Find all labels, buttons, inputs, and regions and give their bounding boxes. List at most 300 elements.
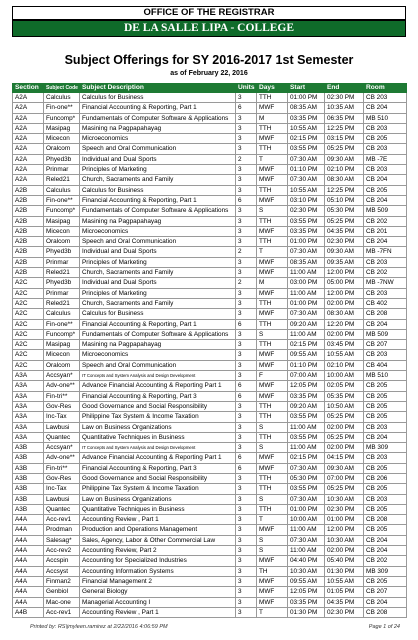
- cell-description: Financial Accounting & Reporting, Part 3: [80, 391, 236, 401]
- cell-end-time: 03:45 PM: [325, 340, 364, 350]
- cell-units: 3: [236, 494, 257, 504]
- cell-end-time: 12:20 PM: [325, 319, 364, 329]
- table-row: [13, 329, 407, 339]
- cell-days: TTH: [257, 401, 288, 411]
- table-row: [13, 576, 407, 586]
- cell-start-time: 03:55 PM: [288, 484, 325, 494]
- cell-subject-code: Micecon: [44, 350, 80, 360]
- cell-units: 3: [236, 607, 257, 617]
- cell-days: MWF: [257, 381, 288, 391]
- table-row: [13, 144, 407, 154]
- cell-description: Accounting Review , Part 1: [80, 515, 236, 525]
- cell-days: TTH: [257, 412, 288, 422]
- cell-section: A2A: [13, 144, 44, 154]
- cell-description: Fundamentals of Computer Software & Applications: [80, 113, 236, 123]
- cell-days: S: [257, 443, 288, 453]
- cell-days: S: [257, 206, 288, 216]
- cell-description: Church, Sacraments and Family: [80, 298, 236, 308]
- cell-end-time: 06:35 PM: [325, 113, 364, 123]
- cell-subject-code: Adv-one**: [44, 381, 80, 391]
- cell-subject-code: Genbiol: [44, 587, 80, 597]
- cell-start-time: 01:00 PM: [288, 93, 325, 103]
- cell-start-time: 02:15 PM: [288, 453, 325, 463]
- cell-subject-code: Fin-one**: [44, 195, 80, 205]
- cell-subject-code: Fin-one**: [44, 103, 80, 113]
- column-header-subject-code: Subject Code: [44, 84, 80, 93]
- cell-start-time: 07:30 AM: [288, 175, 325, 185]
- cell-end-time: 02:00 PM: [325, 546, 364, 556]
- cell-section: A2B: [13, 257, 44, 267]
- column-header-end: End: [325, 84, 364, 93]
- cell-description: Calculus for Business: [80, 185, 236, 195]
- cell-room: CB 207: [364, 587, 407, 597]
- cell-description: Law on Business Organizations: [80, 494, 236, 504]
- cell-start-time: 05:30 PM: [288, 473, 325, 483]
- cell-start-time: 07:30 AM: [288, 535, 325, 545]
- cell-description: Masining na Pagpapahayag: [80, 123, 236, 133]
- cell-room: CB 203: [364, 350, 407, 360]
- cell-units: 3: [236, 566, 257, 576]
- cell-room: CB 204: [364, 432, 407, 442]
- cell-room: CB 203: [364, 288, 407, 298]
- cell-end-time: 09:30 AM: [325, 463, 364, 473]
- cell-subject-code: Prinmar: [44, 257, 80, 267]
- cell-section: A4B: [13, 607, 44, 617]
- cell-description: IT Concepts and System Analysis and Design Development: [80, 443, 236, 453]
- table-row: [13, 422, 407, 432]
- cell-units: 3: [236, 237, 257, 247]
- cell-section: A2B: [13, 195, 44, 205]
- cell-units: 6: [236, 319, 257, 329]
- cell-end-time: 08:30 AM: [325, 175, 364, 185]
- cell-room: CB 202: [364, 556, 407, 566]
- cell-units: 3: [236, 350, 257, 360]
- cell-start-time: 11:00 AM: [288, 288, 325, 298]
- cell-units: 3: [236, 165, 257, 175]
- cell-subject-code: Calculus: [44, 185, 80, 195]
- cell-subject-code: Fin-one**: [44, 319, 80, 329]
- cell-start-time: 03:00 PM: [288, 278, 325, 288]
- cell-description: Good Governance and Social Responsibility: [80, 473, 236, 483]
- cell-description: Masining na Pagpapahayag: [80, 216, 236, 226]
- cell-section: A2C: [13, 319, 44, 329]
- cell-days: TTH: [257, 216, 288, 226]
- cell-description: Financial Accounting & Reporting, Part 1: [80, 103, 236, 113]
- cell-units: 3: [236, 257, 257, 267]
- cell-description: Accounting Review , Part 1: [80, 607, 236, 617]
- cell-start-time: 01:10 PM: [288, 360, 325, 370]
- table-row: [13, 247, 407, 257]
- cell-section: A3B: [13, 484, 44, 494]
- cell-room: CB 205: [364, 134, 407, 144]
- cell-end-time: 10:35 AM: [325, 103, 364, 113]
- cell-days: T: [257, 607, 288, 617]
- cell-subject-code: Oralcom: [44, 237, 80, 247]
- cell-days: T: [257, 247, 288, 257]
- cell-section: A2A: [13, 103, 44, 113]
- cell-end-time: 01:00 PM: [325, 515, 364, 525]
- table-row: [13, 226, 407, 236]
- cell-days: MWF: [257, 226, 288, 236]
- cell-days: MWF: [257, 268, 288, 278]
- cell-room: CB 204: [364, 319, 407, 329]
- cell-description: Advance Financial Accounting & Reporting Part 1: [80, 381, 236, 391]
- cell-end-time: 05:30 PM: [325, 206, 364, 216]
- table-row: [13, 597, 407, 607]
- table-row: [13, 268, 407, 278]
- cell-description: Individual and Dual Sports: [80, 247, 236, 257]
- table-row: [13, 484, 407, 494]
- cell-room: CB 402: [364, 298, 407, 308]
- cell-subject-code: Funcomp*: [44, 206, 80, 216]
- cell-section: A3A: [13, 401, 44, 411]
- cell-units: 3: [236, 134, 257, 144]
- cell-units: 3: [236, 144, 257, 154]
- column-header-description: Subject Description: [80, 84, 236, 93]
- cell-days: TTH: [257, 237, 288, 247]
- cell-units: 3: [236, 371, 257, 381]
- cell-start-time: 03:35 PM: [288, 597, 325, 607]
- cell-description: Principles of Marketing: [80, 257, 236, 267]
- cell-units: 3: [236, 443, 257, 453]
- table-row: [13, 535, 407, 545]
- cell-description: Speech and Oral Communication: [80, 144, 236, 154]
- cell-end-time: 01:05 PM: [325, 587, 364, 597]
- cell-description: Advance Financial Accounting & Reporting Part 1: [80, 453, 236, 463]
- cell-section: A2A: [13, 134, 44, 144]
- table-row: [13, 371, 407, 381]
- cell-days: M: [257, 113, 288, 123]
- cell-days: T: [257, 515, 288, 525]
- cell-start-time: 03:55 PM: [288, 144, 325, 154]
- cell-start-time: 03:35 PM: [288, 226, 325, 236]
- cell-room: CB 206: [364, 473, 407, 483]
- cell-subject-code: Fin-tri**: [44, 463, 80, 473]
- cell-room: CB 204: [364, 175, 407, 185]
- cell-end-time: 10:30 AM: [325, 494, 364, 504]
- cell-subject-code: Phyed3b: [44, 154, 80, 164]
- cell-start-time: 01:10 PM: [288, 165, 325, 175]
- cell-days: TTH: [257, 319, 288, 329]
- cell-units: 3: [236, 515, 257, 525]
- table-row: [13, 288, 407, 298]
- cell-days: MWF: [257, 463, 288, 473]
- cell-start-time: 03:35 PM: [288, 391, 325, 401]
- cell-subject-code: Gov-Res: [44, 401, 80, 411]
- cell-start-time: 09:20 AM: [288, 401, 325, 411]
- table-row: [13, 216, 407, 226]
- cell-description: Quantitative Techniques in Business: [80, 504, 236, 514]
- cell-subject-code: Accsyan*: [44, 371, 80, 381]
- cell-units: 3: [236, 576, 257, 586]
- cell-room: MB 309: [364, 443, 407, 453]
- cell-end-time: 04:35 PM: [325, 597, 364, 607]
- cell-subject-code: Acc-rev1: [44, 607, 80, 617]
- cell-subject-code: Phyed3b: [44, 278, 80, 288]
- cell-room: CB 205: [364, 463, 407, 473]
- cell-subject-code: Adv-one**: [44, 453, 80, 463]
- cell-start-time: 10:55 AM: [288, 185, 325, 195]
- cell-days: S: [257, 546, 288, 556]
- cell-description: Accounting Review, Part 2: [80, 546, 236, 556]
- cell-end-time: 12:25 PM: [325, 123, 364, 133]
- cell-description: Quantitative Techniques in Business: [80, 432, 236, 442]
- cell-description: Individual and Dual Sports: [80, 154, 236, 164]
- cell-days: S: [257, 422, 288, 432]
- cell-section: A3B: [13, 443, 44, 453]
- cell-section: A2B: [13, 247, 44, 257]
- cell-days: MWF: [257, 103, 288, 113]
- cell-subject-code: Oralcom: [44, 144, 80, 154]
- cell-days: TTH: [257, 93, 288, 103]
- cell-room: CB 203: [364, 494, 407, 504]
- cell-units: 3: [236, 401, 257, 411]
- cell-days: MWF: [257, 525, 288, 535]
- cell-description: Principles of Marketing: [80, 165, 236, 175]
- cell-room: MB -7NW: [364, 278, 407, 288]
- cell-subject-code: Funcomp*: [44, 329, 80, 339]
- cell-description: Calculus for Business: [80, 309, 236, 319]
- cell-room: MB -7E: [364, 154, 407, 164]
- cell-subject-code: Accsyan*: [44, 443, 80, 453]
- table-row: [13, 360, 407, 370]
- cell-room: CB 205: [364, 381, 407, 391]
- cell-start-time: 12:05 PM: [288, 381, 325, 391]
- cell-start-time: 02:15 PM: [288, 134, 325, 144]
- cell-end-time: 05:25 PM: [325, 216, 364, 226]
- cell-start-time: 01:00 PM: [288, 237, 325, 247]
- cell-units: 3: [236, 597, 257, 607]
- cell-subject-code: Funcomp*: [44, 113, 80, 123]
- cell-start-time: 07:00 AM: [288, 371, 325, 381]
- cell-end-time: 02:00 PM: [325, 329, 364, 339]
- table-row: [13, 566, 407, 576]
- cell-description: Microeconomics: [80, 350, 236, 360]
- cell-end-time: 12:00 PM: [325, 268, 364, 278]
- cell-days: TTH: [257, 432, 288, 442]
- cell-room: CB 204: [364, 535, 407, 545]
- cell-start-time: 07:30 AM: [288, 247, 325, 257]
- as-of-date: as of February 22, 2016: [170, 70, 248, 77]
- cell-room: MB 509: [364, 329, 407, 339]
- cell-subject-code: Quantec: [44, 432, 80, 442]
- cell-start-time: 09:55 AM: [288, 350, 325, 360]
- cell-subject-code: Calculus: [44, 93, 80, 103]
- cell-subject-code: Reled21: [44, 298, 80, 308]
- cell-room: MB 309: [364, 566, 407, 576]
- table-row: [13, 401, 407, 411]
- cell-room: CB 203: [364, 144, 407, 154]
- cell-end-time: 10:55 AM: [325, 576, 364, 586]
- cell-units: 3: [236, 288, 257, 298]
- cell-start-time: 11:00 AM: [288, 268, 325, 278]
- cell-end-time: 12:00 PM: [325, 288, 364, 298]
- cell-start-time: 03:10 PM: [288, 195, 325, 205]
- cell-units: 3: [236, 206, 257, 216]
- cell-description: Managerial Accounting I: [80, 597, 236, 607]
- table-row: [13, 494, 407, 504]
- cell-section: A3A: [13, 391, 44, 401]
- cell-days: MWF: [257, 587, 288, 597]
- cell-subject-code: Acc-rev2: [44, 546, 80, 556]
- cell-days: MWF: [257, 597, 288, 607]
- cell-room: CB 202: [364, 216, 407, 226]
- cell-section: A2A: [13, 93, 44, 103]
- table-row: [13, 381, 407, 391]
- table-row: [13, 134, 407, 144]
- cell-room: MB -7FN: [364, 247, 407, 257]
- cell-end-time: 05:40 PM: [325, 556, 364, 566]
- cell-units: 6: [236, 381, 257, 391]
- cell-room: MB 510: [364, 113, 407, 123]
- cell-subject-code: Salesag*: [44, 535, 80, 545]
- cell-end-time: 02:30 PM: [325, 607, 364, 617]
- printed-by: Printed by: RS\jmyleen.ramirez at 2/22/2016 4:06:59 PM: [30, 624, 168, 630]
- cell-days: MWF: [257, 309, 288, 319]
- cell-days: S: [257, 494, 288, 504]
- cell-subject-code: Fin-tri**: [44, 391, 80, 401]
- cell-subject-code: Acc-rev1: [44, 515, 80, 525]
- table-row: [13, 587, 407, 597]
- cell-section: A2C: [13, 309, 44, 319]
- cell-description: Financial Accounting & Reporting, Part 3: [80, 463, 236, 473]
- cell-description: Law on Business Organizations: [80, 422, 236, 432]
- footer: [30, 624, 400, 630]
- cell-room: CB 205: [364, 391, 407, 401]
- cell-units: 3: [236, 185, 257, 195]
- table-row: [13, 473, 407, 483]
- table-row: [13, 443, 407, 453]
- table-row: [13, 237, 407, 247]
- cell-days: MWF: [257, 360, 288, 370]
- cell-subject-code: Reled21: [44, 175, 80, 185]
- cell-subject-code: Quantec: [44, 504, 80, 514]
- subject-offerings-table: [12, 83, 407, 618]
- cell-end-time: 05:00 PM: [325, 278, 364, 288]
- cell-units: 6: [236, 463, 257, 473]
- cell-subject-code: Mac-one: [44, 597, 80, 607]
- cell-units: 3: [236, 298, 257, 308]
- table-row: [13, 93, 407, 103]
- cell-start-time: 11:00 AM: [288, 546, 325, 556]
- cell-section: A3B: [13, 463, 44, 473]
- cell-end-time: 05:35 PM: [325, 391, 364, 401]
- cell-description: Microeconomics: [80, 226, 236, 236]
- table-row: [13, 453, 407, 463]
- cell-room: CB 208: [364, 515, 407, 525]
- cell-end-time: 04:35 PM: [325, 226, 364, 236]
- cell-section: A2B: [13, 216, 44, 226]
- cell-room: CB 201: [364, 226, 407, 236]
- cell-section: A3A: [13, 422, 44, 432]
- cell-end-time: 12:25 PM: [325, 185, 364, 195]
- cell-start-time: 03:35 PM: [288, 113, 325, 123]
- table-row: [13, 298, 407, 308]
- cell-description: Accounting Information Systems: [80, 566, 236, 576]
- cell-days: TH: [257, 566, 288, 576]
- cell-room: CB 202: [364, 268, 407, 278]
- table-row: [13, 546, 407, 556]
- cell-end-time: 10:50 AM: [325, 401, 364, 411]
- cell-start-time: 11:00 AM: [288, 443, 325, 453]
- cell-subject-code: Accsyst: [44, 566, 80, 576]
- cell-description: Individual and Dual Sports: [80, 278, 236, 288]
- table-row: [13, 607, 407, 617]
- cell-section: A3B: [13, 453, 44, 463]
- cell-units: 6: [236, 391, 257, 401]
- cell-room: CB 203: [364, 165, 407, 175]
- table-row: [13, 206, 407, 216]
- column-header-days: Days: [257, 84, 288, 93]
- table-row: [13, 340, 407, 350]
- cell-days: TTH: [257, 473, 288, 483]
- table-row: [13, 195, 407, 205]
- cell-section: A2B: [13, 206, 44, 216]
- cell-description: Financial Accounting & Reporting, Part 1: [80, 319, 236, 329]
- cell-description: Speech and Oral Communication: [80, 360, 236, 370]
- cell-end-time: 02:10 PM: [325, 360, 364, 370]
- cell-section: A2B: [13, 268, 44, 278]
- cell-section: A2C: [13, 329, 44, 339]
- cell-description: Production and Operations Management: [80, 525, 236, 535]
- cell-start-time: 11:00 AM: [288, 329, 325, 339]
- cell-end-time: 10:00 AM: [325, 371, 364, 381]
- cell-units: 3: [236, 309, 257, 319]
- cell-end-time: 02:30 PM: [325, 93, 364, 103]
- cell-days: TTH: [257, 144, 288, 154]
- table-row: [13, 103, 407, 113]
- cell-description: IT Concepts and System Analysis and Design Development: [80, 371, 236, 381]
- cell-end-time: 08:30 AM: [325, 309, 364, 319]
- table-row: [13, 432, 407, 442]
- cell-start-time: 03:55 PM: [288, 412, 325, 422]
- school-header: DE LA SALLE LIPA - COLLEGE: [12, 20, 406, 37]
- cell-room: CB 204: [364, 546, 407, 556]
- cell-units: 3: [236, 226, 257, 236]
- cell-days: MWF: [257, 195, 288, 205]
- cell-units: 3: [236, 123, 257, 133]
- cell-start-time: 09:55 AM: [288, 576, 325, 586]
- cell-section: A2B: [13, 226, 44, 236]
- table-row: [13, 257, 407, 267]
- cell-days: T: [257, 154, 288, 164]
- cell-units: 2: [236, 278, 257, 288]
- cell-units: 3: [236, 175, 257, 185]
- cell-units: 2: [236, 154, 257, 164]
- cell-room: CB 205: [364, 185, 407, 195]
- cell-units: 3: [236, 525, 257, 535]
- cell-units: 3: [236, 113, 257, 123]
- cell-description: Principles of Marketing: [80, 288, 236, 298]
- cell-end-time: 05:25 PM: [325, 412, 364, 422]
- cell-days: S: [257, 329, 288, 339]
- cell-subject-code: Lawbusi: [44, 494, 80, 504]
- cell-section: A2A: [13, 165, 44, 175]
- cell-room: CB 204: [364, 597, 407, 607]
- table-row: [13, 350, 407, 360]
- cell-description: Philippine Tax System & Income Taxation: [80, 484, 236, 494]
- table-row: [13, 123, 407, 133]
- cell-subject-code: Gov-Res: [44, 473, 80, 483]
- cell-units: 3: [236, 473, 257, 483]
- cell-subject-code: Reled21: [44, 268, 80, 278]
- cell-room: CB 204: [364, 103, 407, 113]
- cell-days: S: [257, 535, 288, 545]
- cell-end-time: 02:00 PM: [325, 298, 364, 308]
- cell-units: 3: [236, 329, 257, 339]
- cell-days: MWF: [257, 134, 288, 144]
- cell-subject-code: Micecon: [44, 134, 80, 144]
